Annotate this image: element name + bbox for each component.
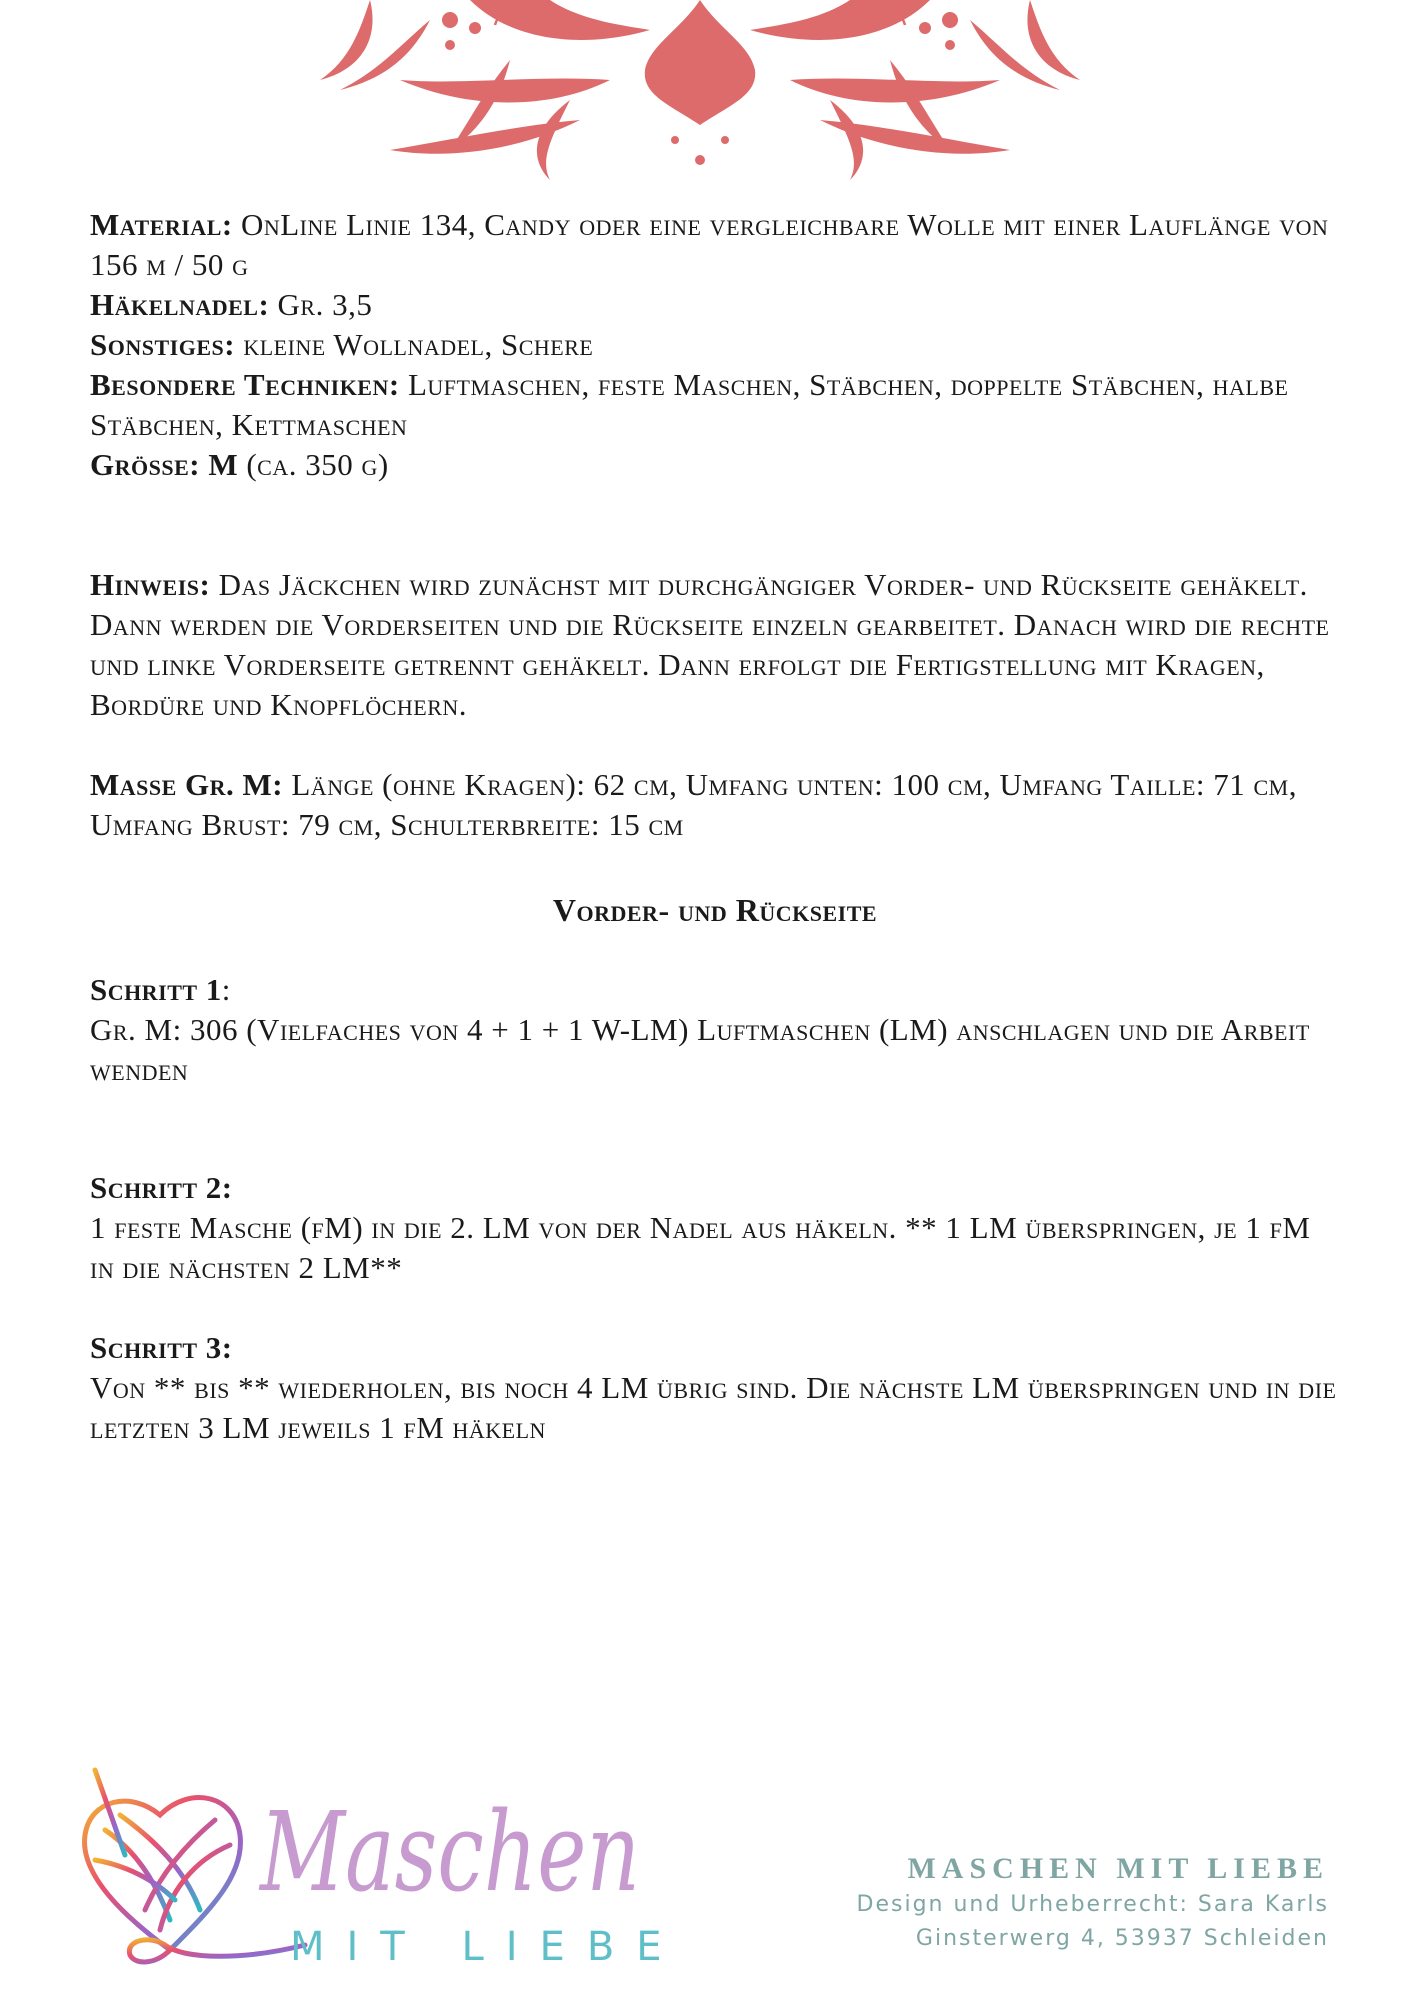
techniques-label: Besondere Techniken: bbox=[90, 367, 400, 402]
footer-block bbox=[857, 1850, 1329, 1956]
material-label: Material: bbox=[90, 207, 233, 242]
material-line bbox=[90, 205, 1340, 285]
floral-ornament-icon bbox=[250, 0, 1150, 190]
logo-script: Maschen bbox=[258, 1788, 640, 1916]
footer-brand: MASCHEN MIT LIEBE bbox=[907, 1852, 1329, 1885]
step-1-label: Schritt 1 bbox=[90, 972, 222, 1007]
needle-line bbox=[90, 285, 1340, 325]
size-text: (ca. 350 g) bbox=[238, 447, 389, 482]
note-paragraph bbox=[90, 565, 1340, 725]
size-label: Grösse: M bbox=[90, 447, 239, 482]
step-3-title bbox=[90, 1328, 1340, 1368]
misc-text: kleine Wollnadel, Schere bbox=[235, 327, 594, 362]
step-1-title bbox=[90, 970, 1340, 1010]
step-2-label: Schritt 2: bbox=[90, 1170, 233, 1205]
section-title: Vorder- und Rückseite bbox=[552, 892, 878, 928]
step-2-title bbox=[90, 1168, 1340, 1208]
measures-paragraph bbox=[90, 765, 1340, 845]
techniques-text: Luftmaschen, feste Maschen, Stäbchen, doppelte Stäbchen, halbe Stäbchen, Kettmaschen bbox=[90, 367, 1289, 442]
measures-text: Länge (ohne Kragen): 62 cm, Umfang unten: 100 cm, Umfang Taille: 71 cm, Umfang Brust: 79 cm, Schulterbreite: 15 cm bbox=[90, 767, 1297, 842]
pattern-content bbox=[90, 205, 1340, 1448]
note-label: Hinweis: bbox=[90, 567, 211, 602]
techniques-line bbox=[90, 365, 1340, 445]
step-3-text: Von ** bis ** wiederholen, bis noch 4 LM übrig sind. Die nächste LM überspringen und in die letzten 3 LM jeweils 1 fM häkeln bbox=[90, 1370, 1337, 1445]
footer-design-line: Design und Urheberrecht: Sara Karls bbox=[856, 1892, 1329, 1917]
needle-label: Häkelnadel: bbox=[90, 287, 270, 322]
step-2-text: 1 feste Masche (fM) in die 2. LM von der Nadel aus häkeln. ** 1 LM überspringen, je 1 fM in die nächsten 2 LM** bbox=[90, 1210, 1311, 1285]
measures-label: Masse Gr. M: bbox=[90, 767, 284, 802]
step-3-label: Schritt 3: bbox=[90, 1330, 233, 1365]
footer-address-line: Ginsterwerg 4, 53937 Schleiden bbox=[915, 1926, 1329, 1951]
material-text: OnLine Linie 134, Candy oder eine vergleichbare Wolle mit einer Lauflänge von 156 m / 50 g bbox=[90, 207, 1329, 282]
note-text: Das Jäckchen wird zunächst mit durchgängiger Vorder- und Rückseite gehäkelt. Dann werden die Vorderseiten und die Rückseite einzeln gearbeitet. Danach wird die rechte und linke Vorderseite getrennt gehäkelt. Dann erfolgt die Fertigstellung mit Kragen, Bordüre und Knopflöchern. bbox=[90, 567, 1330, 722]
size-line bbox=[90, 445, 1340, 485]
yarn-heart-logo-icon bbox=[75, 1760, 795, 1980]
needle-text: Gr. 3,5 bbox=[269, 287, 373, 322]
logo-sub: MIT LIEBE bbox=[290, 1924, 684, 1970]
misc-label: Sonstiges: bbox=[90, 327, 236, 362]
misc-line bbox=[90, 325, 1340, 365]
step-1-text: Gr. M: 306 (Vielfaches von 4 + 1 + 1 W-LM) Luftmaschen (LM) anschlagen und die Arbeit wenden bbox=[90, 1012, 1310, 1087]
step-1-suffix: : bbox=[221, 972, 231, 1007]
